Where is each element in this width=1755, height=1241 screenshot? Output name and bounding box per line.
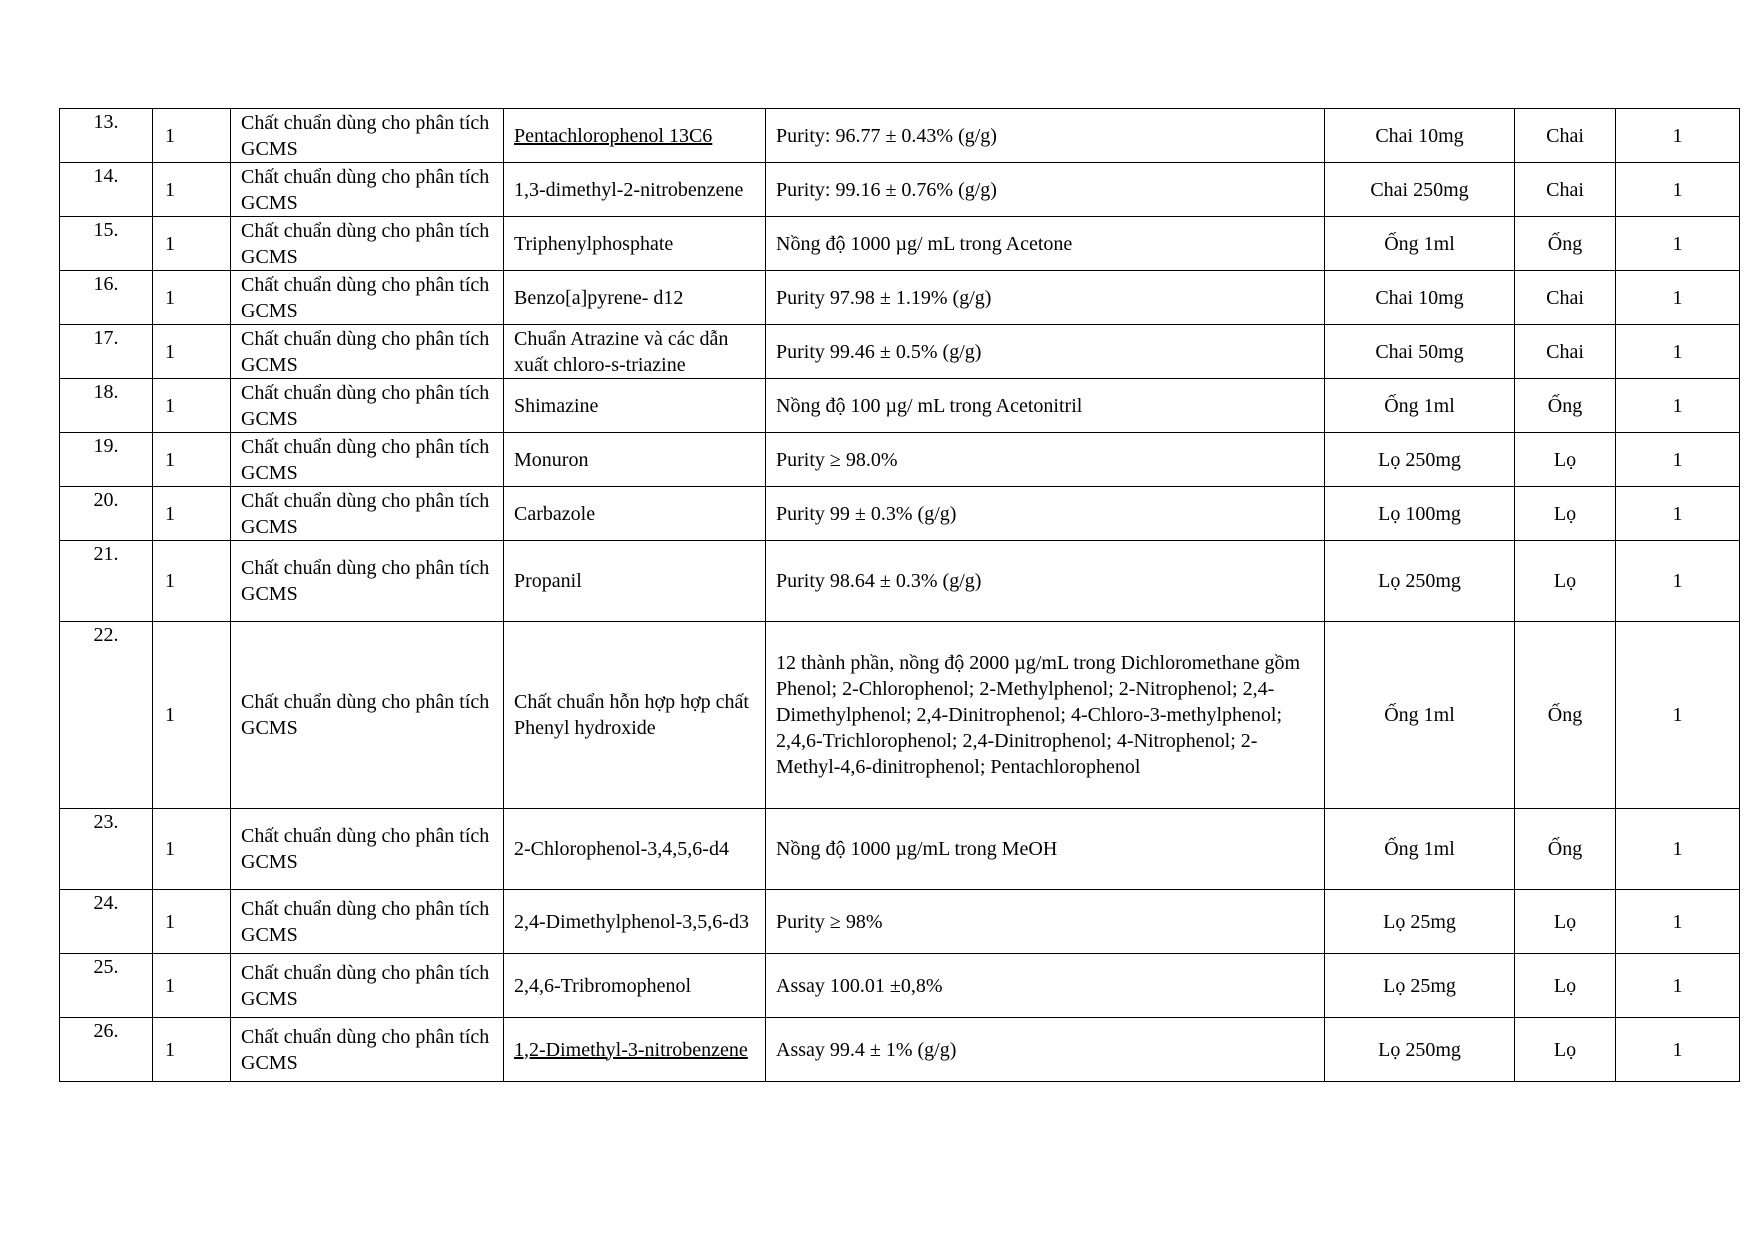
row-substance-name: Chuẩn Atrazine và các dẫn xuất chloro-s-triazine <box>504 325 766 379</box>
row-packaging: Ống 1ml <box>1325 622 1515 809</box>
row-type: Chất chuẩn dùng cho phân tích GCMS <box>231 890 504 954</box>
row-substance-name: Monuron <box>504 433 766 487</box>
row-packaging: Ống 1ml <box>1325 217 1515 271</box>
row-number: 16. <box>60 271 153 325</box>
row-amount: 1 <box>1616 622 1740 809</box>
row-substance-name: 1,3-dimethyl-2-nitrobenzene <box>504 163 766 217</box>
row-number: 22. <box>60 622 153 809</box>
row-packaging: Lọ 25mg <box>1325 954 1515 1018</box>
row-specification: Purity 99.46 ± 0.5% (g/g) <box>766 325 1325 379</box>
row-specification: Nồng độ 100 µg/ mL trong Acetonitril <box>766 379 1325 433</box>
row-packaging: Lọ 250mg <box>1325 433 1515 487</box>
row-packaging: Chai 50mg <box>1325 325 1515 379</box>
row-substance-name: Propanil <box>504 541 766 622</box>
table-row <box>60 954 1740 1018</box>
row-substance-name: 2,4-Dimethylphenol-3,5,6-d3 <box>504 890 766 954</box>
table-row <box>60 890 1740 954</box>
row-type: Chất chuẩn dùng cho phân tích GCMS <box>231 433 504 487</box>
row-substance-name: Triphenylphosphate <box>504 217 766 271</box>
row-substance-name: Carbazole <box>504 487 766 541</box>
table-row <box>60 109 1740 163</box>
row-number: 15. <box>60 217 153 271</box>
row-number: 21. <box>60 541 153 622</box>
row-unit: Chai <box>1515 163 1616 217</box>
table-row <box>60 433 1740 487</box>
row-amount: 1 <box>1616 271 1740 325</box>
row-amount: 1 <box>1616 325 1740 379</box>
row-unit: Lọ <box>1515 1018 1616 1082</box>
row-unit: Chai <box>1515 109 1616 163</box>
row-substance-name: Shimazine <box>504 379 766 433</box>
table-row <box>60 541 1740 622</box>
row-quantity-group: 1 <box>153 325 231 379</box>
row-specification: Assay 99.4 ± 1% (g/g) <box>766 1018 1325 1082</box>
row-quantity-group: 1 <box>153 163 231 217</box>
row-amount: 1 <box>1616 541 1740 622</box>
row-packaging: Chai 250mg <box>1325 163 1515 217</box>
row-specification: Nồng độ 1000 µg/mL trong MeOH <box>766 809 1325 890</box>
row-number: 17. <box>60 325 153 379</box>
row-specification: Assay 100.01 ±0,8% <box>766 954 1325 1018</box>
row-number: 19. <box>60 433 153 487</box>
row-type: Chất chuẩn dùng cho phân tích GCMS <box>231 541 504 622</box>
row-unit: Chai <box>1515 271 1616 325</box>
row-number: 13. <box>60 109 153 163</box>
row-amount: 1 <box>1616 809 1740 890</box>
row-quantity-group: 1 <box>153 541 231 622</box>
row-amount: 1 <box>1616 487 1740 541</box>
row-quantity-group: 1 <box>153 271 231 325</box>
row-amount: 1 <box>1616 954 1740 1018</box>
table-row <box>60 325 1740 379</box>
row-quantity-group: 1 <box>153 1018 231 1082</box>
row-number: 20. <box>60 487 153 541</box>
row-amount: 1 <box>1616 163 1740 217</box>
row-type: Chất chuẩn dùng cho phân tích GCMS <box>231 163 504 217</box>
row-amount: 1 <box>1616 217 1740 271</box>
row-type: Chất chuẩn dùng cho phân tích GCMS <box>231 809 504 890</box>
row-packaging: Lọ 250mg <box>1325 1018 1515 1082</box>
row-amount: 1 <box>1616 379 1740 433</box>
row-specification: Nồng độ 1000 µg/ mL trong Acetone <box>766 217 1325 271</box>
table-row <box>60 379 1740 433</box>
row-unit: Lọ <box>1515 954 1616 1018</box>
table-row <box>60 487 1740 541</box>
row-number: 23. <box>60 809 153 890</box>
row-specification: 12 thành phần, nồng độ 2000 µg/mL trong Dichloromethane gồm Phenol; 2-Chlorophenol; 2-Methylphenol; 2-Nitrophenol; 2,4-Dimethylphenol; 2,4-Dinitrophenol; 4-Chloro-3-methylphenol; 2,4,6-Trichlorophenol; 2,4-Dinitrophenol; 4-Nitrophenol; 2-Methyl-4,6-dinitrophenol; Pentachlorophenol <box>766 622 1325 809</box>
row-specification: Purity: 99.16 ± 0.76% (g/g) <box>766 163 1325 217</box>
row-specification: Purity 98.64 ± 0.3% (g/g) <box>766 541 1325 622</box>
row-quantity-group: 1 <box>153 217 231 271</box>
row-type: Chất chuẩn dùng cho phân tích GCMS <box>231 271 504 325</box>
row-type: Chất chuẩn dùng cho phân tích GCMS <box>231 379 504 433</box>
row-substance-name: 2-Chlorophenol-3,4,5,6-d4 <box>504 809 766 890</box>
row-quantity-group: 1 <box>153 433 231 487</box>
row-unit: Lọ <box>1515 890 1616 954</box>
row-quantity-group: 1 <box>153 622 231 809</box>
row-specification: Purity ≥ 98.0% <box>766 433 1325 487</box>
row-number: 26. <box>60 1018 153 1082</box>
row-specification: Purity 99 ± 0.3% (g/g) <box>766 487 1325 541</box>
standards-table <box>59 108 1740 1082</box>
table-row <box>60 1018 1740 1082</box>
row-type: Chất chuẩn dùng cho phân tích GCMS <box>231 954 504 1018</box>
row-quantity-group: 1 <box>153 487 231 541</box>
row-type: Chất chuẩn dùng cho phân tích GCMS <box>231 217 504 271</box>
row-unit: Ống <box>1515 809 1616 890</box>
row-unit: Lọ <box>1515 433 1616 487</box>
row-packaging: Ống 1ml <box>1325 379 1515 433</box>
row-packaging: Chai 10mg <box>1325 109 1515 163</box>
row-unit: Lọ <box>1515 487 1616 541</box>
row-number: 25. <box>60 954 153 1018</box>
row-quantity-group: 1 <box>153 109 231 163</box>
row-amount: 1 <box>1616 109 1740 163</box>
row-specification: Purity ≥ 98% <box>766 890 1325 954</box>
row-substance-name: Benzo[a]pyrene- d12 <box>504 271 766 325</box>
row-substance-name: 2,4,6-Tribromophenol <box>504 954 766 1018</box>
row-type: Chất chuẩn dùng cho phân tích GCMS <box>231 109 504 163</box>
row-packaging: Ống 1ml <box>1325 809 1515 890</box>
row-packaging: Lọ 100mg <box>1325 487 1515 541</box>
row-amount: 1 <box>1616 1018 1740 1082</box>
row-packaging: Chai 10mg <box>1325 271 1515 325</box>
row-packaging: Lọ 250mg <box>1325 541 1515 622</box>
row-number: 18. <box>60 379 153 433</box>
row-number: 14. <box>60 163 153 217</box>
row-unit: Ống <box>1515 217 1616 271</box>
row-unit: Ống <box>1515 622 1616 809</box>
row-quantity-group: 1 <box>153 954 231 1018</box>
row-type: Chất chuẩn dùng cho phân tích GCMS <box>231 1018 504 1082</box>
table-row <box>60 809 1740 890</box>
row-amount: 1 <box>1616 433 1740 487</box>
row-quantity-group: 1 <box>153 890 231 954</box>
row-packaging: Lọ 25mg <box>1325 890 1515 954</box>
row-number: 24. <box>60 890 153 954</box>
row-substance-name: 1,2-Dimethyl-3-nitrobenzene <box>504 1018 766 1082</box>
table-row <box>60 217 1740 271</box>
row-amount: 1 <box>1616 890 1740 954</box>
table-row <box>60 622 1740 809</box>
row-specification: Purity 97.98 ± 1.19% (g/g) <box>766 271 1325 325</box>
row-quantity-group: 1 <box>153 379 231 433</box>
row-unit: Ống <box>1515 379 1616 433</box>
row-unit: Lọ <box>1515 541 1616 622</box>
row-substance-name: Pentachlorophenol 13C6 <box>504 109 766 163</box>
row-specification: Purity: 96.77 ± 0.43% (g/g) <box>766 109 1325 163</box>
row-unit: Chai <box>1515 325 1616 379</box>
table-body <box>60 109 1740 1082</box>
row-substance-name: Chất chuẩn hỗn hợp hợp chất Phenyl hydroxide <box>504 622 766 809</box>
row-type: Chất chuẩn dùng cho phân tích GCMS <box>231 487 504 541</box>
table-row <box>60 271 1740 325</box>
row-quantity-group: 1 <box>153 809 231 890</box>
row-type: Chất chuẩn dùng cho phân tích GCMS <box>231 622 504 809</box>
row-type: Chất chuẩn dùng cho phân tích GCMS <box>231 325 504 379</box>
table-row <box>60 163 1740 217</box>
